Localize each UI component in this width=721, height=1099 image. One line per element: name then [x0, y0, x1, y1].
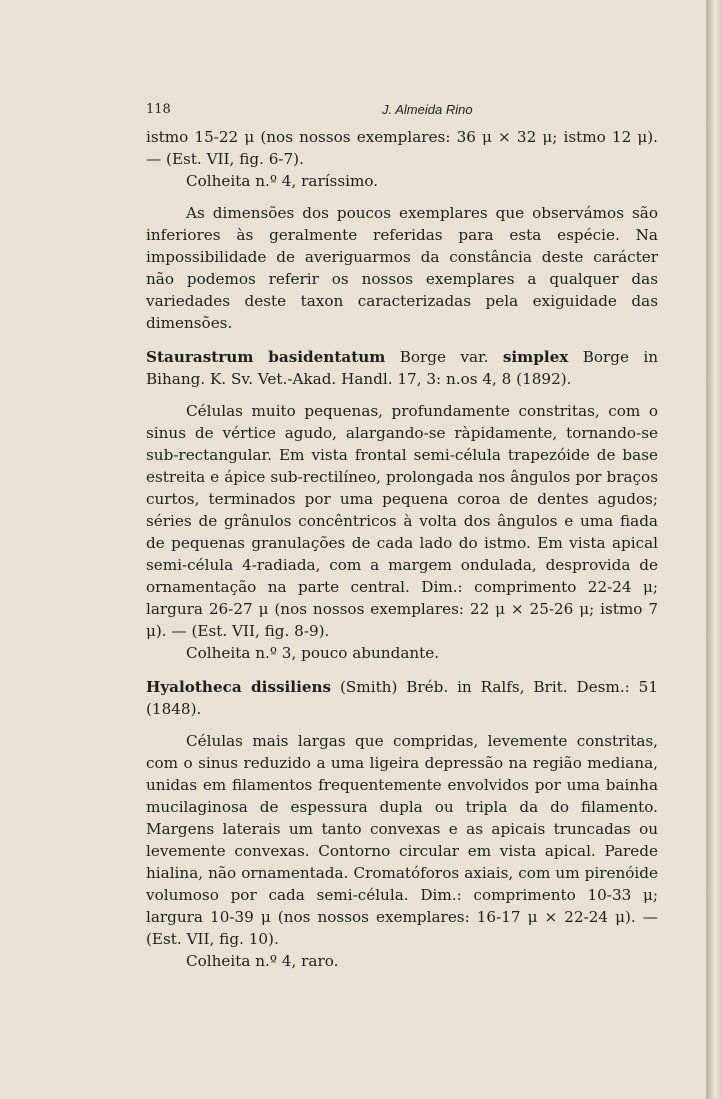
paragraph-6: Células mais largas que compridas, levemente constritas, com o sinus reduzido a uma ligeira depressão na região mediana, unidas em filamentos frequentemente envolvidos por uma bainha mucilaginosa de espessura dupla ou tripla da do filamento. Margens laterais um tanto convexas e as apicais truncadas ou levemente convexas. Contorno circular em vista apical. Parede hialina, não ornamentada. Cromatóforos axiais, com um pirenóide volumoso por cada semi-célula. Dim.: comprimento 10-33 μ; largura 10-39 μ (nos nossos exemplares: 16-17 μ × 22-24 μ). — (Est. VII, fig. 10). — [146, 732, 658, 948]
paragraph-1: istmo 15-22 μ (nos nossos exemplares: 36 μ × 32 μ; istmo 12 μ). — (Est. VII, fig. 6-7). — [146, 128, 658, 168]
species-heading-2 — [146, 676, 658, 720]
page-number: 118 — [146, 102, 171, 117]
running-title: J. Almeida Rino — [382, 102, 473, 117]
paragraph-2: Colheita n.º 4, raríssimo. — [186, 172, 379, 190]
page-header — [146, 102, 656, 122]
taxon-reference-1: Borge in Bihang. K. Sv. Vet.-Akad. Handl. 17, 3: n.os 4, 8 (1892). — [146, 348, 658, 388]
page-edge — [706, 0, 721, 1099]
body-text — [146, 126, 658, 972]
paragraph-3: As dimensões dos poucos exemplares que observámos são inferiores às geralmente referidas para esta espécie. Na impossibilidade de averiguarmos da constância deste carácter não podemos referir os nossos exemplares a qualquer das variedades deste taxon caracterizadas pela exiguidade das dimensões. — [146, 204, 658, 332]
species-heading-1 — [146, 346, 658, 390]
taxon-name-1: Staurastrum basidentatum — [146, 348, 386, 366]
paragraph-7: Colheita n.º 4, raro. — [186, 952, 339, 970]
taxon-name-2: Hyalotheca dissiliens — [146, 678, 332, 696]
taxon-reference-2: (Smith) Bréb. in Ralfs, Brit. Desm.: 51 (1848). — [146, 678, 658, 718]
paragraph-4: Células muito pequenas, profundamente constritas, com o sinus de vértice agudo, alargando-se ràpidamente, tornando-se sub-rectangular. Em vista frontal semi-célula trapezóide de base estreita e ápice sub-rectilíneo, prolongada nos ângulos por braços curtos, terminados por uma pequena coroa de dentes agudos; séries de grânulos concêntricos à volta dos ângulos e uma fiada de pequenas granulações de cada lado do istmo. Em vista apical semi-célula 4-radiada, com a margem ondulada, desprovida de ornamentação na parte central. Dim.: comprimento 22-24 μ; largura 26-27 μ (nos nossos exemplares: 22 μ × 25-26 μ; istmo 7 μ). — (Est. VII, fig. 8-9). — [146, 402, 658, 640]
paragraph-5: Colheita n.º 3, pouco abundante. — [186, 644, 440, 662]
taxon-author-1: Borge var. — [385, 348, 503, 366]
variety-name: simplex — [502, 348, 569, 366]
